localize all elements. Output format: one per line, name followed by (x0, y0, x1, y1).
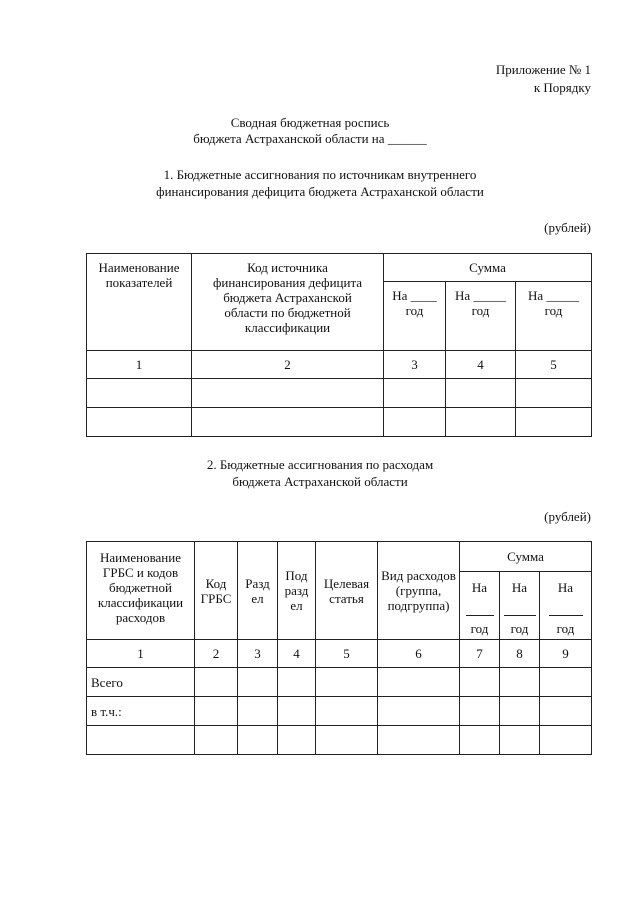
table1-empty-row (87, 408, 592, 437)
table2-header-expense-type: Вид расходов (группа, подгруппа) (378, 542, 460, 640)
table2-year-col-2 (500, 572, 540, 640)
table-cell (316, 697, 378, 726)
table-cell (500, 726, 540, 755)
table1-header-name: Наименование показателей (87, 254, 192, 351)
appendix-label (391, 62, 591, 96)
table1-header-row (87, 254, 592, 282)
table1-header-code: Код источника финансирования дефицита бюджета Астраханской области по бюджетной классификации (192, 254, 384, 351)
table-cell (87, 726, 195, 755)
title-line-2: бюджета Астраханской области на ______ (193, 131, 427, 146)
document-title (80, 115, 540, 147)
year-blank-line (549, 603, 583, 616)
section2-units: (рублей) (544, 509, 591, 524)
table2-header-name: Наименование ГРБС и кодов бюджетной классификации расходов (87, 542, 195, 640)
table-cell (446, 408, 516, 437)
year-label-bottom: год (471, 303, 490, 318)
table-cell (195, 668, 238, 697)
table-cell (87, 408, 192, 437)
table-cell (238, 668, 278, 697)
table-cell (516, 379, 592, 408)
table-cell (384, 379, 446, 408)
table-cell (446, 379, 516, 408)
year-label-bottom: год (405, 303, 424, 318)
table-cell (195, 697, 238, 726)
table-cell (516, 408, 592, 437)
table-sources-of-financing (86, 253, 592, 437)
table2-header-row (87, 542, 592, 572)
table-cell (460, 668, 500, 697)
table-cell (384, 408, 446, 437)
year-blank-line (466, 603, 494, 616)
year-label-bottom: год (556, 621, 575, 636)
year-label-bottom: год (544, 303, 563, 318)
table2-header-target: Целевая статья (316, 542, 378, 640)
table2-numbers-row (87, 640, 592, 668)
table1-num-cell: 4 (446, 351, 516, 379)
section1-units: (рублей) (544, 220, 591, 235)
table2-empty-row (87, 726, 592, 755)
table-cell (460, 697, 500, 726)
table2-num-cell: 9 (540, 640, 592, 668)
year-label-top: На (511, 580, 528, 595)
table2-num-cell: 5 (316, 640, 378, 668)
table1-year-col-1 (384, 282, 446, 351)
table2-num-cell: 8 (500, 640, 540, 668)
table-cell (540, 726, 592, 755)
table-cell (278, 726, 316, 755)
table-cell (500, 668, 540, 697)
table-cell (195, 726, 238, 755)
table-cell (238, 726, 278, 755)
year-blank-line (504, 603, 536, 616)
year-label-bottom: год (510, 621, 529, 636)
table2-num-cell: 6 (378, 640, 460, 668)
year-label-top: На _____ (528, 288, 579, 303)
table2-num-cell: 4 (278, 640, 316, 668)
table-expenditures (86, 541, 592, 755)
section1-heading-line-1: 1. Бюджетные ассигнования по источникам внутреннего (163, 167, 477, 182)
section2-heading (90, 457, 550, 490)
section2-heading-line-1: 2. Бюджетные ассигнования по расходам (206, 457, 434, 472)
table2-num-cell: 2 (195, 640, 238, 668)
table-cell (378, 668, 460, 697)
table2-incl-row (87, 697, 592, 726)
table-cell (192, 379, 384, 408)
title-line-1: Сводная бюджетная роспись (230, 115, 390, 130)
table-cell (540, 668, 592, 697)
table-cell (540, 697, 592, 726)
table2-total-row (87, 668, 592, 697)
table2-num-cell: 7 (460, 640, 500, 668)
section1-heading-line-2: финансирования дефицита бюджета Астраханской области (156, 184, 484, 199)
year-label-top: На ____ (392, 288, 437, 303)
table-cell (378, 697, 460, 726)
table2-num-cell: 3 (238, 640, 278, 668)
appendix-line-1: Приложение № 1 (495, 62, 591, 77)
section2-heading-line-2: бюджета Астраханской области (232, 474, 408, 489)
year-label-top: На _____ (455, 288, 506, 303)
table1-num-cell: 1 (87, 351, 192, 379)
table2-header-sum: Сумма (460, 542, 592, 572)
year-label-bottom: год (470, 621, 489, 636)
table1-year-col-3 (516, 282, 592, 351)
table1-num-cell: 5 (516, 351, 592, 379)
table1-header-sum: Сумма (384, 254, 592, 282)
table-cell (460, 726, 500, 755)
table-cell (192, 408, 384, 437)
year-label-top: На (471, 580, 488, 595)
table-cell (500, 697, 540, 726)
table-cell (87, 379, 192, 408)
table1-empty-row (87, 379, 592, 408)
table1-year-col-2 (446, 282, 516, 351)
table-cell (278, 668, 316, 697)
table2-incl-label: в т.ч.: (87, 697, 195, 726)
table-cell (278, 697, 316, 726)
table2-year-col-1 (460, 572, 500, 640)
table-cell (238, 697, 278, 726)
table1-num-cell: 3 (384, 351, 446, 379)
table2-num-cell: 1 (87, 640, 195, 668)
table1-num-cell: 2 (192, 351, 384, 379)
year-label-top: На (557, 580, 574, 595)
table2-header-section: Разд ел (238, 542, 278, 640)
appendix-line-2: к Порядку (533, 80, 591, 95)
table1-numbers-row (87, 351, 592, 379)
table-cell (316, 726, 378, 755)
table-cell (378, 726, 460, 755)
section1-heading (60, 167, 580, 200)
table-cell (316, 668, 378, 697)
table2-total-label: Всего (87, 668, 195, 697)
table2-header-grbs: Код ГРБС (195, 542, 238, 640)
table2-header-subsection: Под разд ел (278, 542, 316, 640)
table2-year-col-3 (540, 572, 592, 640)
